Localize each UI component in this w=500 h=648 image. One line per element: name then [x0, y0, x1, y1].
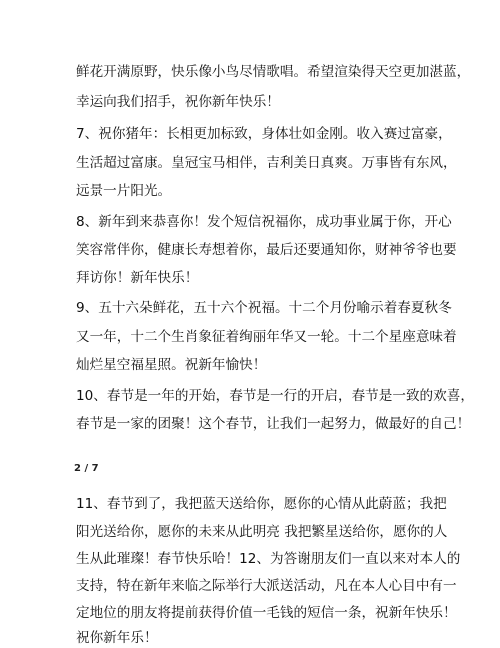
paragraph-line: 春节是一家的团聚！这个春节，让我们一起努力，做最好的自己！ — [76, 416, 471, 432]
paragraph-line: 拜访你！新年快乐！ — [76, 270, 199, 286]
paragraph-line: 10、春节是一年的开始，春节是一行的开启，春节是一致的欢喜， — [76, 388, 474, 404]
paragraph-line: 生活超过富康。皇冠宝马相伴，吉利美日真爽。万事皆有东风， — [76, 155, 457, 171]
paragraph-line: 支持，特在新年来临之际举行大派送活动，凡在本人心目中有一 — [76, 578, 457, 594]
paragraph-line: 鲜花开满原野，快乐像小鸟尽情歌唱。希望渲染得天空更加湛蓝， — [76, 64, 471, 80]
paragraph-line: 幸运向我们招手，祝你新年快乐！ — [76, 94, 280, 110]
paragraph-line: 定地位的朋友将提前获得价值一毛钱的短信一条，祝新年快乐！ — [76, 605, 457, 621]
paragraph-line: 祝你新年乐！ — [76, 630, 158, 646]
paragraph-line: 远景一片阳光。 — [76, 183, 172, 199]
paragraph-line: 生从此璀璨！春节快乐哈！12、为答谢朋友们一直以来对本人的 — [76, 551, 461, 567]
paragraph-line: 9、五十六朵鲜花，五十六个祝福。十二个月份喻示着春夏秋冬 — [76, 300, 452, 316]
paragraph-line: 又一年，十二个生肖象征着绚丽年华又一轮。十二个星座意味着 — [76, 329, 457, 345]
paragraph-line: 11、春节到了，我把蓝天送给你，愿你的心情从此蔚蓝；我把 — [76, 496, 447, 512]
paragraph-line: 灿烂星空福星照。祝新年愉快！ — [76, 357, 267, 373]
paragraph-line: 8、新年到来恭喜你！发个短信祝福你，成功事业属于你，开心 — [76, 214, 452, 230]
page-number: 2 / 7 — [74, 463, 99, 474]
paragraph-line: 阳光送给你，愿你的未来从此明亮 我把繁星送给你，愿你的人 — [76, 524, 448, 540]
paragraph-line: 7、祝你猪年：长相更加标致，身体壮如金刚。收入赛过富豪， — [76, 126, 452, 142]
paragraph-line: 笑容常伴你，健康长寿想着你，最后还要通知你，财神爷爷也要 — [76, 242, 457, 258]
